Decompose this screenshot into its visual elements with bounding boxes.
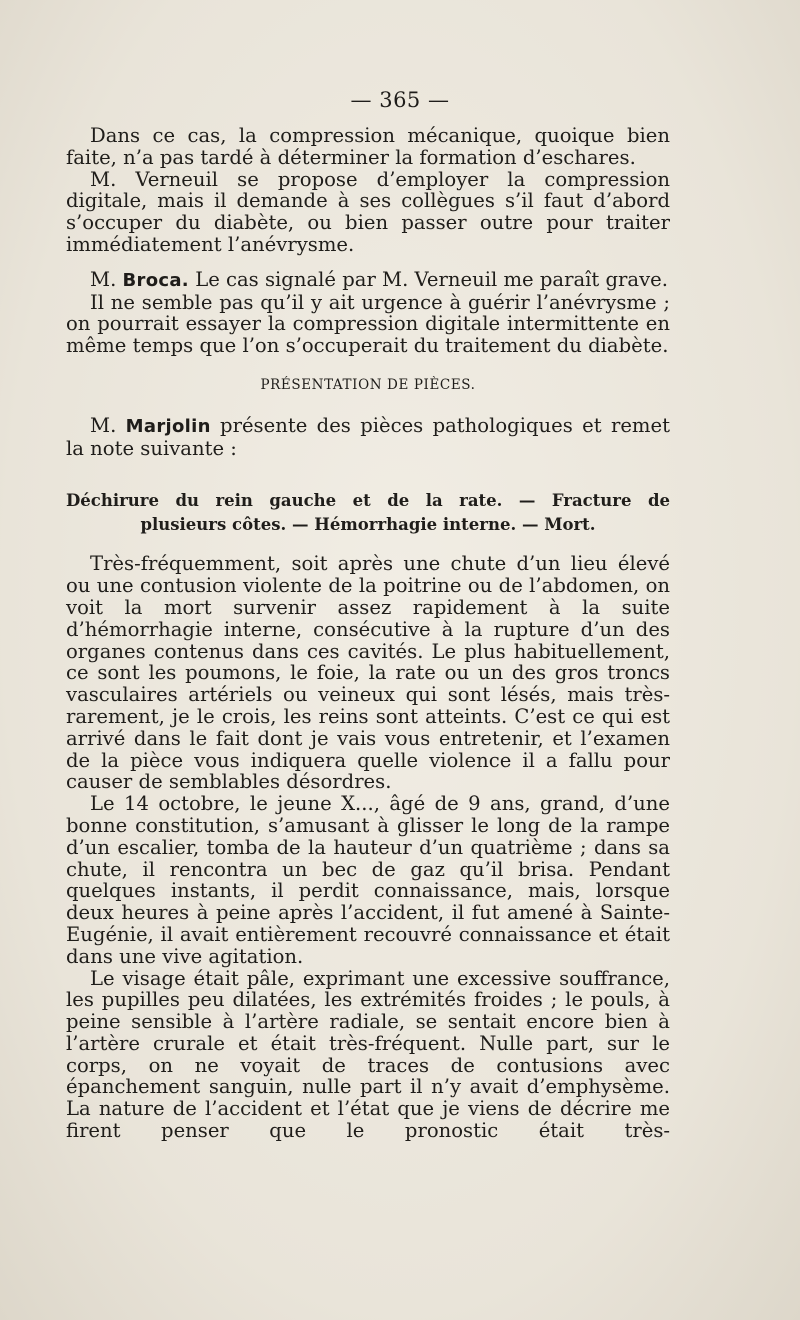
- paragraph-1: Dans ce cas, la compression mécanique, quoique bien faite, n’a pas tardé à déterminer la formation d’eschares.: [66, 124, 670, 169]
- marjolin-text: présente des pièces pathologiques et remet la note suivante :: [66, 413, 670, 460]
- case-heading-line-2: plusieurs côtes. — Hémorrhagie interne. — Mort.: [140, 515, 596, 535]
- paragraph-6: Très-fréquemment, soit après une chute d’un lieu élevé ou une contusion violente de la poitrine ou de l’abdomen, on voit la mort survenir assez rapidement à la suite d’hémorrhagie interne, consécutive à la rupture d’un des organes contenus dans ces cavités. Le plus habituellement, ce sont les poumons, le foie, la rate ou un des gros troncs vasculaires artériels ou veineux qui sont lésés, mais très-rarement, je le crois, les reins sont atteints. C’est ce qui est arrivé dans le fait dont je vais vous entretenir, et l’examen de la pièce vous indiquera quelle violence il a fallu pour causer de semblables désordres.: [66, 552, 670, 794]
- speaker-prefix: M.: [90, 413, 117, 437]
- case-heading-line-1: Déchirure du rein gauche et de la rate. — Fracture de: [66, 491, 670, 511]
- paragraph-broca: [66, 269, 670, 292]
- paragraph-marjolin: [66, 415, 670, 460]
- paragraph-8: Le visage était pâle, exprimant une excessive souffrance, les pupilles peu dilatées, les extrémités froides ; le pouls, à peine sensible à l’artère radiale, se sentait encore bien à l’artère crurale et était très-fréquent. Nulle part, sur le corps, on ne voyait de traces de contusions avec épanchement sanguin, nulle part il n’y avait d’emphysème. La nature de l’accident et l’état que je viens de décrire me firent penser que le pronostic était très-: [66, 966, 670, 1143]
- case-heading: [66, 489, 670, 537]
- body-text: [66, 125, 670, 1142]
- paragraph-4: Il ne semble pas qu’il y ait urgence à guérir l’anévrysme ; on pourrait essayer la compression digitale intermittente en même temps que l’on s’occuperait du traitement du diabète.: [66, 290, 670, 358]
- broca-text: Le cas signalé par M. Verneuil me paraît grave.: [195, 267, 668, 291]
- paragraph-7: Le 14 octobre, le jeune X..., âgé de 9 ans, grand, d’une bonne constitution, s’amusant à glisser le long de la rampe d’un escalier, tomba de la hauteur d’un quatrième ; dans sa chute, il rencontra un bec de gaz qu’il brisa. Pendant quelques instants, il perdit connaissance, mais, lorsque deux heures à peine après l’accident, il fut amené à Sainte-Eugénie, il avait entièrement recouvré connaissance et était dans une vive agitation.: [66, 792, 670, 968]
- speaker-prefix: M.: [90, 267, 117, 291]
- section-title: PRÉSENTATION DE PIÈCES.: [260, 376, 476, 393]
- page-number: — 365 —: [350, 88, 450, 112]
- speaker-broca: Broca.: [122, 269, 189, 291]
- speaker-marjolin: Marjolin: [125, 415, 211, 437]
- paragraph-2: M. Verneuil se propose d’employer la compression digitale, mais il demande à ses collègues s’il faut d’abord s’occuper du diabète, ou bien passer outre pour traiter immédiatement l’anévrysme.: [66, 167, 670, 256]
